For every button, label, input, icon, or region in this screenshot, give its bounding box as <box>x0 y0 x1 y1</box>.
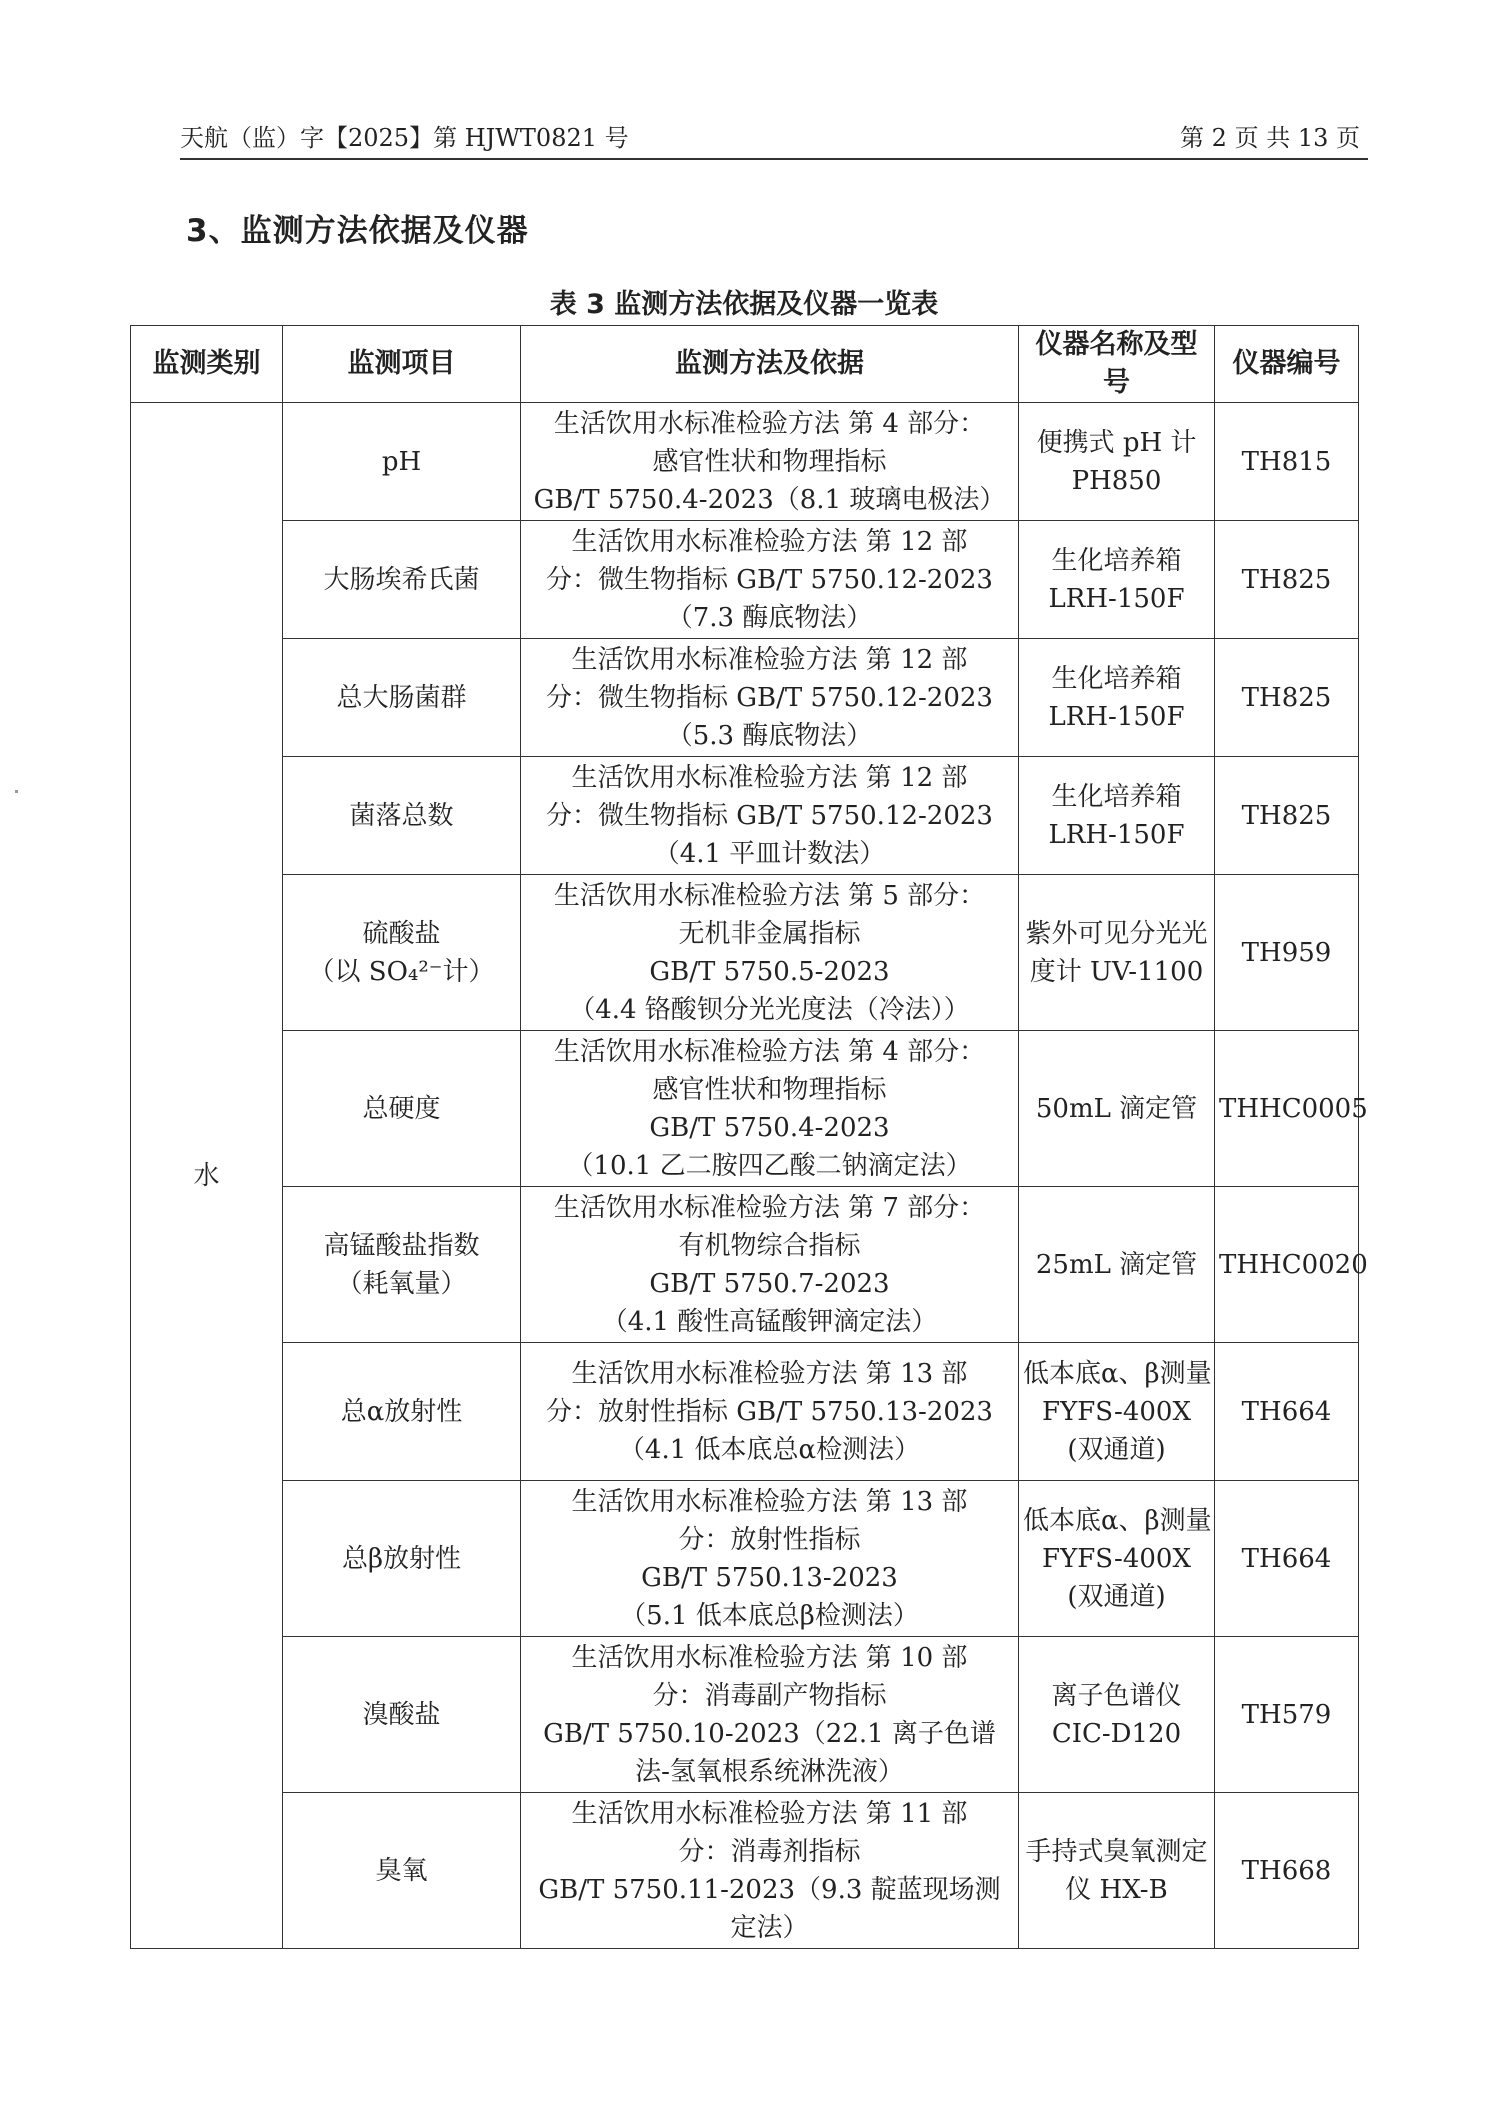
header-instrument-code: 仪器编号 <box>1215 326 1359 403</box>
instrument-code-cell: TH579 <box>1215 1637 1359 1793</box>
instrument-cell <box>1019 521 1215 639</box>
item-cell <box>283 1481 521 1637</box>
method-cell-line: （4.1 平皿计数法） <box>653 838 886 869</box>
instrument-cell <box>1019 403 1215 521</box>
method-cell <box>521 875 1019 1031</box>
method-cell-line: 生活饮用水标准检验方法 第 13 部 <box>571 1358 968 1389</box>
method-cell-line: 分：放射性指标 GB/T 5750.13-2023 <box>546 1396 993 1427</box>
method-cell <box>521 1343 1019 1481</box>
instrument-code-cell: TH815 <box>1215 403 1359 521</box>
instrument-code-cell: TH668 <box>1215 1793 1359 1949</box>
method-cell-line: GB/T 5750.13-2023 <box>641 1562 898 1593</box>
instrument-code-cell: THHC0005 <box>1215 1031 1359 1187</box>
section-heading: 3、监测方法依据及仪器 <box>186 213 529 249</box>
method-cell-line: 定法） <box>730 1912 809 1943</box>
method-cell-line: 分：消毒剂指标 <box>678 1836 861 1867</box>
item-cell-line: 总β放射性 <box>341 1543 462 1574</box>
method-cell-line: 生活饮用水标准检验方法 第 12 部 <box>571 526 968 557</box>
instrument-cell <box>1019 1481 1215 1637</box>
method-cell-line: （4.1 酸性高锰酸钾滴定法） <box>601 1306 938 1337</box>
method-cell-line: GB/T 5750.4-2023 <box>649 1112 890 1143</box>
method-cell-line: 分：微生物指标 GB/T 5750.12-2023 <box>546 800 993 831</box>
method-cell-line: 生活饮用水标准检验方法 第 12 部 <box>571 762 968 793</box>
item-cell <box>283 1187 521 1343</box>
instrument-cell <box>1019 639 1215 757</box>
instrument-cell-line: 便携式 pH 计 <box>1036 427 1197 458</box>
item-cell <box>283 1637 521 1793</box>
table-row <box>131 1343 1359 1481</box>
instrument-cell-line: FYFS-400X <box>1042 1543 1191 1574</box>
table-row <box>131 1481 1359 1637</box>
instrument-code-cell: THHC0020 <box>1215 1187 1359 1343</box>
instrument-cell-line: (双通道) <box>1067 1581 1166 1612</box>
item-cell <box>283 1031 521 1187</box>
method-cell-line: 有机物综合指标 <box>678 1230 861 1261</box>
item-cell-line: 总大肠菌群 <box>336 682 467 713</box>
scan-speck <box>15 790 18 793</box>
item-cell-line: 溴酸盐 <box>362 1699 441 1730</box>
method-cell-line: 感官性状和物理指标 <box>652 446 887 477</box>
item-cell-line: （耗氧量） <box>336 1268 467 1299</box>
method-cell-line: 分：微生物指标 GB/T 5750.12-2023 <box>546 682 993 713</box>
item-cell-line: 大肠埃希氏菌 <box>323 564 480 595</box>
instrument-cell-line: LRH-150F <box>1048 583 1185 614</box>
instrument-cell-line: 低本底α、β测量 <box>1023 1505 1212 1536</box>
method-cell-line: 无机非金属指标 <box>678 918 861 949</box>
method-cell <box>521 757 1019 875</box>
method-cell-line: GB/T 5750.5-2023 <box>649 956 890 987</box>
instrument-cell-line: 50mL 滴定管 <box>1035 1093 1198 1124</box>
item-cell <box>283 757 521 875</box>
method-cell <box>521 1187 1019 1343</box>
method-cell-line: （5.3 酶底物法） <box>666 720 873 751</box>
method-cell <box>521 639 1019 757</box>
method-cell <box>521 1481 1019 1637</box>
instrument-cell-line: 度计 UV-1100 <box>1029 956 1204 987</box>
header-category: 监测类别 <box>131 326 283 403</box>
item-cell-line: 总α放射性 <box>340 1396 463 1427</box>
instrument-cell-line: LRH-150F <box>1048 819 1185 850</box>
instrument-cell <box>1019 757 1215 875</box>
instrument-cell <box>1019 1187 1215 1343</box>
instrument-cell-line: 手持式臭氧测定 <box>1025 1836 1208 1867</box>
table-row <box>131 757 1359 875</box>
instrument-code-cell: TH825 <box>1215 521 1359 639</box>
instrument-code-cell: TH825 <box>1215 757 1359 875</box>
monitoring-methods-table <box>130 325 1368 1949</box>
instrument-cell <box>1019 1031 1215 1187</box>
instrument-cell-line: 25mL 滴定管 <box>1035 1249 1198 1280</box>
instrument-cell <box>1019 1343 1215 1481</box>
item-cell <box>283 639 521 757</box>
method-cell-line: （4.1 低本底总α检测法） <box>618 1434 921 1465</box>
instrument-cell <box>1019 875 1215 1031</box>
item-cell-line: pH <box>381 446 422 477</box>
table-row <box>131 1031 1359 1187</box>
method-cell-line: 法-氢氧根系统淋洗液） <box>635 1756 904 1787</box>
table-row <box>131 1793 1359 1949</box>
method-cell-line: GB/T 5750.10-2023（22.1 离子色谱 <box>543 1718 996 1749</box>
table-caption: 表 3 监测方法依据及仪器一览表 <box>549 289 939 320</box>
item-cell <box>283 1793 521 1949</box>
method-cell-line: （5.1 低本底总β检测法） <box>620 1600 919 1631</box>
instrument-cell-line: 生化培养箱 <box>1051 781 1182 812</box>
instrument-cell-line: 低本底α、β测量 <box>1023 1358 1212 1389</box>
item-cell-line: 菌落总数 <box>349 800 454 831</box>
method-cell-line: 感官性状和物理指标 <box>652 1074 887 1105</box>
page-number: 第 2 页 共 13 页 <box>1180 124 1360 152</box>
method-cell-line: GB/T 5750.4-2023（8.1 玻璃电极法） <box>533 484 1006 515</box>
instrument-code-cell: TH664 <box>1215 1343 1359 1481</box>
item-cell-line: 硫酸盐 <box>362 918 441 949</box>
instrument-cell-line: 离子色谱仪 <box>1051 1680 1182 1711</box>
method-cell <box>521 403 1019 521</box>
item-cell-line: 臭氧 <box>375 1855 428 1886</box>
method-cell-line: 生活饮用水标准检验方法 第 13 部 <box>571 1486 968 1517</box>
method-cell-line: GB/T 5750.7-2023 <box>649 1268 890 1299</box>
method-cell-line: （10.1 乙二胺四乙酸二钠滴定法） <box>567 1150 972 1181</box>
item-cell <box>283 875 521 1031</box>
instrument-cell-line: FYFS-400X <box>1042 1396 1191 1427</box>
item-cell <box>283 1343 521 1481</box>
instrument-cell-line: 仪 HX-B <box>1065 1874 1168 1905</box>
method-cell <box>521 521 1019 639</box>
document-number: 天航（监）字【2025】第 HJWT0821 号 <box>180 124 629 152</box>
item-cell <box>283 403 521 521</box>
table-row <box>131 875 1359 1031</box>
instrument-code-cell: TH664 <box>1215 1481 1359 1637</box>
method-cell-line: GB/T 5750.11-2023（9.3 靛蓝现场测 <box>538 1874 1001 1905</box>
item-cell-line: 总硬度 <box>362 1093 441 1124</box>
instrument-cell-line: 生化培养箱 <box>1051 663 1182 694</box>
table-row <box>131 1637 1359 1793</box>
method-cell-line: 生活饮用水标准检验方法 第 5 部分： <box>553 880 986 911</box>
category-cell: 水 <box>131 403 283 1949</box>
method-cell-line: （7.3 酶底物法） <box>666 602 873 633</box>
method-cell <box>521 1637 1019 1793</box>
instrument-code-cell: TH959 <box>1215 875 1359 1031</box>
header-method: 监测方法及依据 <box>521 326 1019 403</box>
method-cell-line: （4.4 铬酸钡分光光度法（冷法）） <box>569 994 970 1025</box>
table-row <box>131 639 1359 757</box>
item-cell <box>283 521 521 639</box>
method-cell-line: 分：放射性指标 <box>678 1524 861 1555</box>
method-cell-line: 分：消毒副产物指标 <box>652 1680 887 1711</box>
header-instrument: 仪器名称及型号 <box>1019 326 1215 403</box>
method-cell-line: 生活饮用水标准检验方法 第 11 部 <box>571 1798 968 1829</box>
method-cell-line: 生活饮用水标准检验方法 第 4 部分： <box>553 408 986 439</box>
instrument-cell-line: (双通道) <box>1067 1434 1166 1465</box>
table-row <box>131 1187 1359 1343</box>
instrument-cell-line: LRH-150F <box>1048 701 1185 732</box>
table-row <box>131 521 1359 639</box>
instrument-cell <box>1019 1793 1215 1949</box>
item-cell-line: （以 SO₄²⁻计） <box>308 956 495 987</box>
page-header <box>180 122 1368 160</box>
method-cell-line: 生活饮用水标准检验方法 第 7 部分： <box>553 1192 986 1223</box>
instrument-cell-line: 紫外可见分光光 <box>1025 918 1208 949</box>
item-cell-line: 高锰酸盐指数 <box>323 1230 480 1261</box>
table-body <box>131 403 1368 1949</box>
table-row <box>131 403 1359 521</box>
method-cell <box>521 1793 1019 1949</box>
method-cell-line: 生活饮用水标准检验方法 第 10 部 <box>571 1642 968 1673</box>
instrument-code-cell: TH825 <box>1215 639 1359 757</box>
instrument-cell-line: 生化培养箱 <box>1051 545 1182 576</box>
instrument-cell-line: CIC-D120 <box>1051 1718 1182 1749</box>
method-cell <box>521 1031 1019 1187</box>
method-cell-line: 生活饮用水标准检验方法 第 4 部分： <box>553 1036 986 1067</box>
method-cell-line: 生活饮用水标准检验方法 第 12 部 <box>571 644 968 675</box>
header-item: 监测项目 <box>283 326 521 403</box>
instrument-cell <box>1019 1637 1215 1793</box>
instrument-cell-line: PH850 <box>1071 465 1162 496</box>
method-cell-line: 分：微生物指标 GB/T 5750.12-2023 <box>546 564 993 595</box>
table-header-row <box>131 326 1359 403</box>
